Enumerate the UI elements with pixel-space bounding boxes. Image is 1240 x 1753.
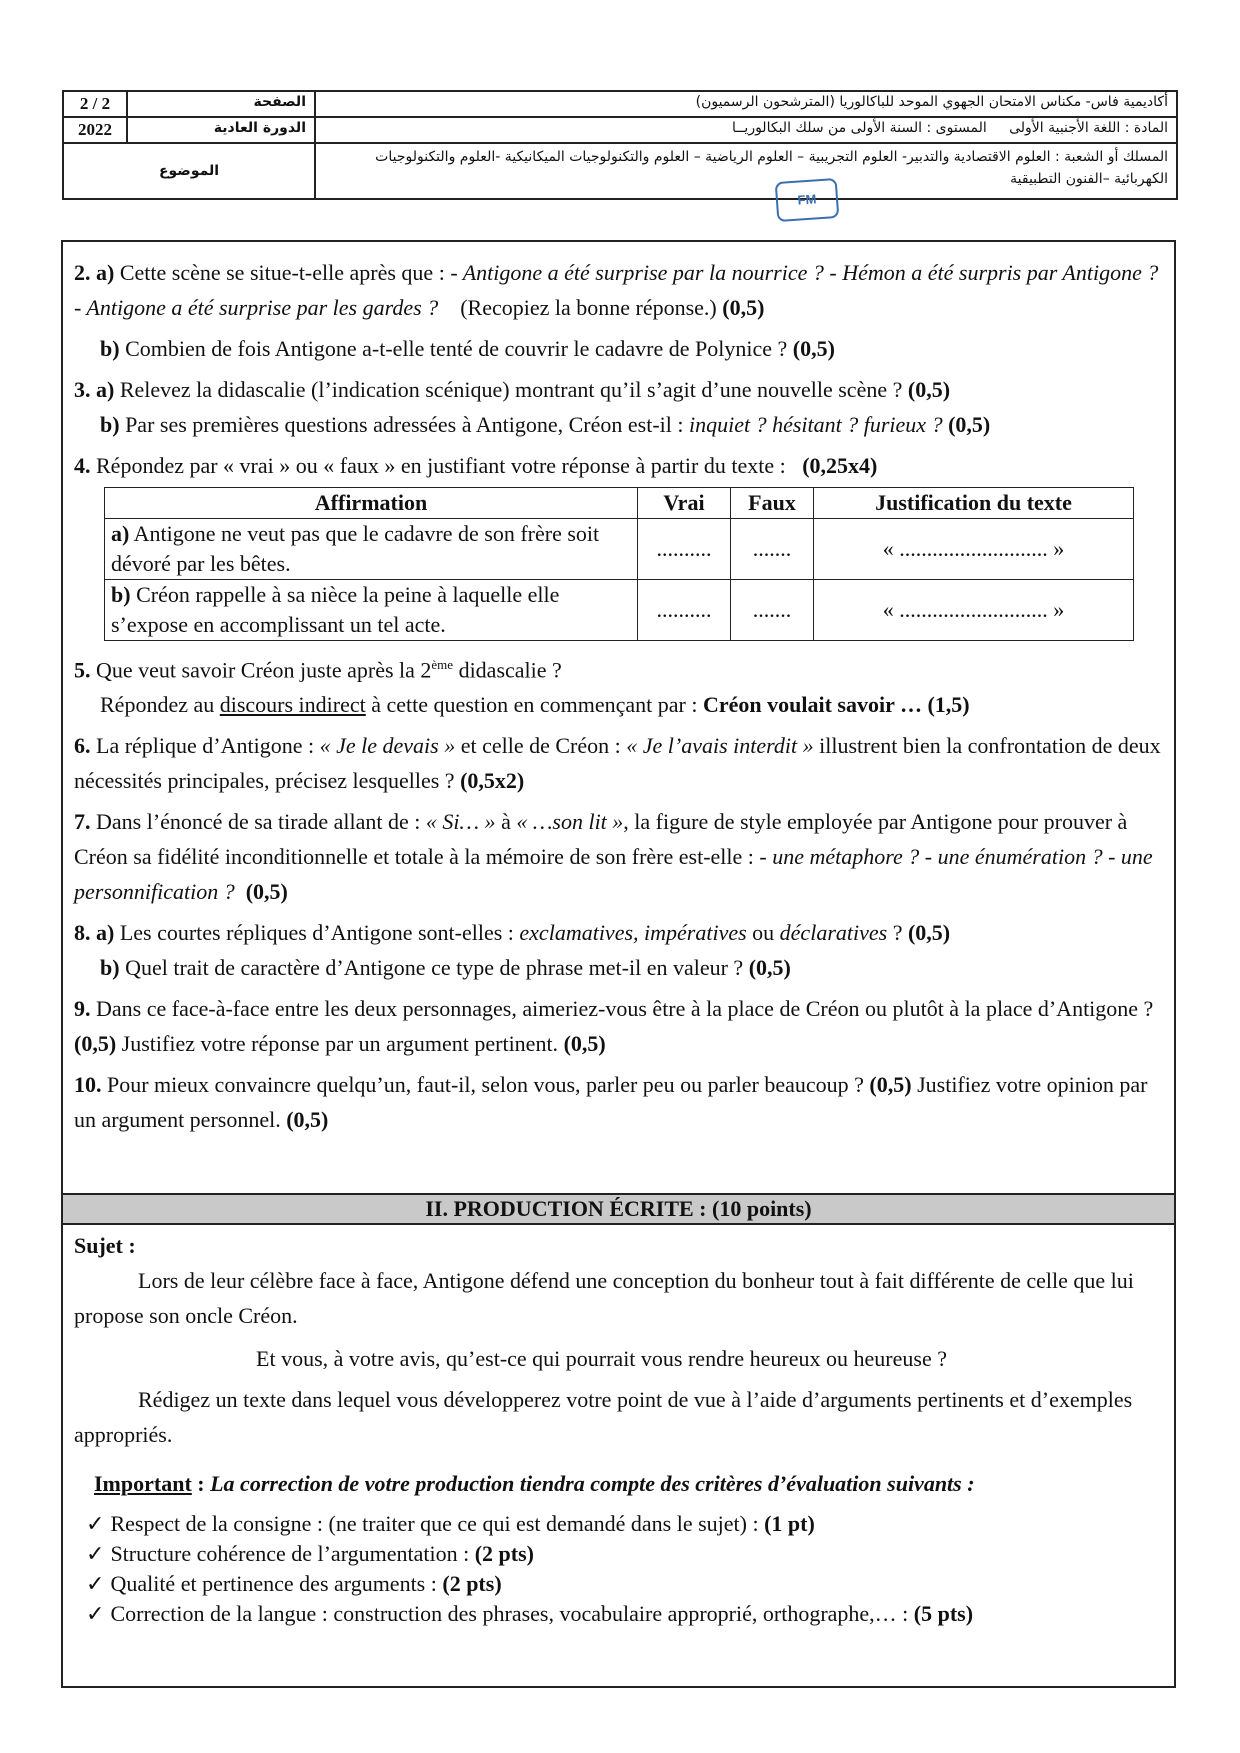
question-5: [74, 647, 1169, 722]
important-text: La correction de votre production tiendra compte des critères d’évaluation suivants :: [210, 1471, 975, 1496]
stamp-logo: FM: [775, 178, 840, 222]
q3-number: 3.: [74, 377, 91, 402]
list-item: [86, 1539, 1169, 1569]
criteria-list: [74, 1509, 1169, 1629]
q3b-options: inquiet ? hésitant ? furieux ?: [688, 412, 943, 437]
q3a-text: Relevez la didascalie (l’indication scénique) montrant qu’il s’agit d’une nouvelle scène ?: [119, 377, 903, 402]
q2b-points: (0,5): [792, 336, 835, 361]
page-number: 2 / 2: [63, 91, 127, 117]
important-label: Important: [94, 1471, 192, 1496]
q2b-text: Combien de fois Antigone a-t-elle tenté de couvrir le cadavre de Polynice ?: [125, 336, 788, 361]
faux-blank[interactable]: .......: [731, 580, 814, 641]
criterion-points: (2 pts): [442, 1571, 502, 1596]
q8a-text: Les courtes répliques d’Antigone sont-elles :: [119, 920, 514, 946]
check-icon: ✓: [86, 1571, 105, 1596]
q7-quote-start: « Si… »: [425, 809, 496, 835]
question-7: [74, 804, 1169, 909]
q8b-label: b): [100, 955, 120, 981]
q5-points: (1,5): [927, 692, 970, 718]
q8a-or: ou: [752, 920, 775, 946]
q9-text: Dans ce face-à-face entre les deux personnages, aimeriez-vous être à la place de Créon ou plutôt à la place d’Antigone ?: [96, 996, 1154, 1022]
production-section: [74, 1228, 1169, 1629]
subject-paragraph-1: Lors de leur célèbre face à face, Antigone défend une conception du bonheur tout à fait différente de celle que lui propose son oncle Créon.: [74, 1268, 1134, 1328]
q9-points-1: (0,5): [74, 1031, 117, 1057]
page-label: الصفحة: [127, 91, 315, 117]
important-colon: :: [197, 1471, 205, 1496]
criterion-points: (1 pt): [764, 1511, 815, 1536]
production-heading: II. PRODUCTION ÉCRITE : (10 points): [63, 1193, 1174, 1225]
question-8: [74, 915, 1169, 985]
q7-quote-end: « …son lit »: [516, 809, 624, 835]
q4-text: Répondez par « vrai » ou « faux » en justifiant votre réponse à partir du texte :: [96, 453, 786, 478]
list-item: [86, 1599, 1169, 1629]
question-6: [74, 728, 1169, 798]
q3b-points: (0,5): [948, 412, 991, 437]
q9-points-2: (0,5): [563, 1031, 606, 1057]
affirmation-text: Créon rappelle à sa nièce la peine à laquelle elle s’expose en accomplissant un tel acte.: [111, 582, 560, 637]
q2a-label: a): [96, 260, 115, 285]
criterion-text: Structure cohérence de l’argumentation :: [110, 1541, 470, 1566]
q3a-label: a): [96, 377, 115, 402]
q5-text-end: didascalie ?: [458, 657, 562, 683]
col-affirmation: Affirmation: [105, 488, 638, 519]
q9-text-2: Justifiez votre réponse par un argument pertinent.: [121, 1031, 559, 1057]
q3b-label: b): [100, 412, 120, 437]
q10-text: Pour mieux convaincre quelqu’un, faut-il, selon vous, parler peu ou parler beaucoup ?: [107, 1072, 864, 1098]
question-10: [74, 1067, 1169, 1137]
q9-number: 9.: [74, 996, 91, 1022]
list-item: [86, 1569, 1169, 1599]
q10-number: 10.: [74, 1072, 102, 1098]
q7-text-3: , la figure de style employée par Antigone pour prouver à Créon sa fidélité inconditionnelle et totale à la mémoire de son frère est-elle :: [74, 809, 1128, 870]
question-4: [74, 448, 1169, 641]
criterion-text: Respect de la consigne : (ne traiter que ce qui est demandé dans le sujet) :: [110, 1511, 759, 1536]
q2a-options: - Antigone a été surprise par la nourrice ? - Hémon a été surpris par Antigone ? - Antigone a été surprise par les gardes ?: [74, 260, 1159, 320]
session-label: الدورة العادية: [127, 117, 315, 143]
affirmation-cell: [105, 580, 638, 641]
check-icon: ✓: [86, 1511, 105, 1536]
important-note: [74, 1466, 1169, 1501]
col-faux: Faux: [731, 488, 814, 519]
q5-underlined: discours indirect: [219, 692, 366, 718]
criterion-points: (2 pts): [474, 1541, 534, 1566]
row-label: a): [111, 521, 130, 546]
affirmation-cell: [105, 519, 638, 580]
q6-text-3: illustrent bien la confrontation de deux nécessités principales, précisez lesquelles ?: [74, 733, 1161, 794]
q8b-text: Quel trait de caractère d’Antigone ce type de phrase met-il en valeur ?: [125, 955, 744, 981]
question-9: [74, 991, 1169, 1061]
q2a-points: (0,5): [722, 295, 765, 320]
q8a-end: ?: [892, 920, 903, 946]
faux-blank[interactable]: .......: [731, 519, 814, 580]
academy-line: أكاديمية فاس- مكناس الامتحان الجهوي الموحد للباكالوريا (المترشحون الرسميون): [315, 91, 1177, 117]
q3b-text: Par ses premières questions adressées à Antigone, Créon est-il :: [125, 412, 684, 437]
justification-blank[interactable]: « ........................... »: [814, 580, 1134, 641]
q2a-text: Cette scène se situe-t-elle après que :: [119, 260, 445, 285]
question-3: [74, 372, 1169, 442]
row-label: b): [111, 582, 131, 607]
q5-text: Que veut savoir Créon juste après la 2: [96, 657, 432, 683]
q8a-option-1: exclamatives, impératives: [519, 920, 747, 946]
vrai-blank[interactable]: ..........: [638, 580, 731, 641]
q2-number: 2.: [74, 260, 91, 285]
subject-heading: Sujet :: [74, 1233, 136, 1258]
q5-superscript: ème: [431, 657, 454, 672]
q7-text: Dans l’énoncé de sa tirade allant de :: [96, 809, 421, 835]
q6-number: 6.: [74, 733, 91, 759]
affirmation-text: Antigone ne veut pas que le cadavre de son frère soit dévoré par les bêtes.: [111, 521, 600, 576]
q6-quote-creon: « Je l’avais interdit »: [626, 733, 814, 759]
true-false-table: [104, 487, 1134, 641]
q6-text-2: et celle de Créon :: [460, 733, 621, 759]
q5-starter: Créon voulait savoir …: [702, 692, 922, 718]
table-row: [105, 519, 1134, 580]
check-icon: ✓: [86, 1541, 105, 1566]
criterion-points: (5 pts): [913, 1601, 974, 1626]
subject-instruction: Rédigez un texte dans lequel vous développerez votre point de vue à l’aide d’arguments pertinents et d’exemples appropriés.: [74, 1387, 1133, 1447]
q6-text: La réplique d’Antigone :: [96, 733, 315, 759]
q7-options: - une métaphore ? - une énumération ? - une personnification ?: [74, 844, 1153, 905]
session-year: 2022: [63, 117, 127, 143]
q6-points: (0,5x2): [460, 768, 525, 794]
q2b-label: b): [100, 336, 120, 361]
matter: المادة : اللغة الأجنبية الأولى: [1009, 120, 1168, 136]
subject-question: Et vous, à votre avis, qu’est-ce qui pourrait vous rendre heureux ou heureuse ?: [256, 1346, 947, 1371]
q7-number: 7.: [74, 809, 91, 835]
questions-section: [74, 255, 1169, 1143]
criterion-text: Correction de la langue : construction des phrases, vocabulaire approprié, orthographe,… :: [110, 1601, 909, 1626]
q5-instruction-end: à cette question en commençant par :: [371, 692, 698, 718]
col-vrai: Vrai: [638, 488, 731, 519]
q10-points-2: (0,5): [286, 1107, 329, 1133]
list-item: [86, 1509, 1169, 1539]
q4-number: 4.: [74, 453, 91, 478]
q6-quote-antigone: « Je le devais »: [319, 733, 456, 759]
q3a-points: (0,5): [907, 377, 951, 402]
level: المستوى : السنة الأولى من سلك البكالوريــا: [731, 120, 987, 136]
table-row: [105, 580, 1134, 641]
q7-text-2: à: [501, 809, 511, 835]
q8b-points: (0,5): [748, 955, 791, 981]
check-icon: ✓: [86, 1601, 105, 1626]
criterion-text: Qualité et pertinence des arguments :: [110, 1571, 437, 1596]
q10-text-2: Justifiez votre opinion par un argument personnel.: [74, 1072, 1148, 1133]
subject-label: الموضوع: [63, 143, 315, 199]
q8-number: 8.: [74, 920, 91, 946]
q4-points: (0,25x4): [802, 453, 878, 478]
q2a-instruction: (Recopiez la bonne réponse.): [460, 295, 717, 320]
vrai-blank[interactable]: ..........: [638, 519, 731, 580]
q8a-label: a): [96, 920, 115, 946]
q8a-option-2: déclaratives: [779, 920, 888, 946]
question-2: [74, 255, 1169, 366]
q7-points: (0,5): [245, 879, 288, 905]
matter-level-line: [315, 117, 1177, 143]
q5-number: 5.: [74, 657, 91, 683]
q5-instruction: Répondez au: [100, 692, 215, 718]
col-justification: Justification du texte: [814, 488, 1134, 519]
streams-line: المسلك أو الشعبة : العلوم الاقتصادية والتدبير- العلوم التجريبية – العلوم الرياضية – العلوم والتكنولوجيات الميكانيكية -العلوم والتكنولوجيات الكهربائية –الفنون التطبيقية: [315, 143, 1177, 199]
q10-points-1: (0,5): [869, 1072, 912, 1098]
q8a-points: (0,5): [907, 920, 951, 946]
exam-header: [62, 90, 1178, 200]
justification-blank[interactable]: « ........................... »: [814, 519, 1134, 580]
